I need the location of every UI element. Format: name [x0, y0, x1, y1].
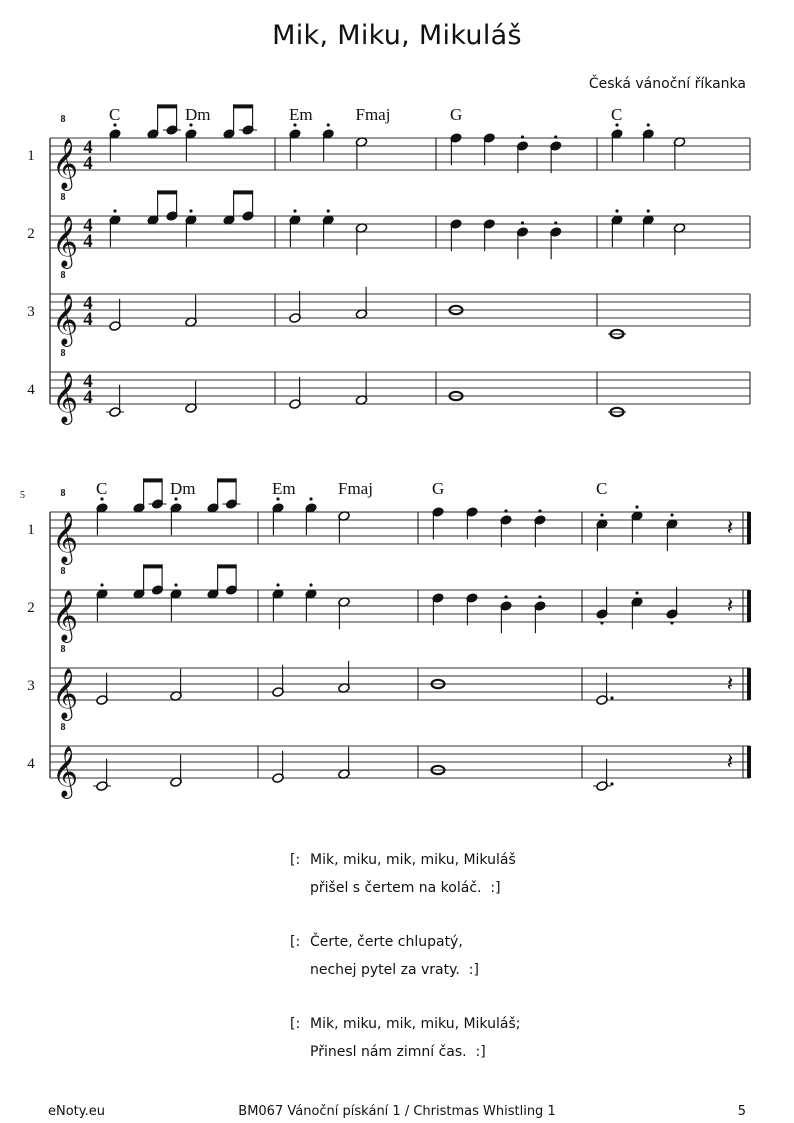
staccato-dot [635, 591, 638, 594]
clef-octave-mark: 8 [60, 348, 66, 359]
clef-octave-mark: 8 [60, 566, 66, 577]
eighth-beam [217, 478, 237, 482]
part-number: 1 [27, 148, 35, 164]
quarter-rest-icon: 𝄽 [726, 750, 734, 775]
eighth-beam [157, 190, 177, 194]
staccato-dot [521, 135, 524, 138]
chord-symbol: Fmaj [338, 479, 373, 498]
treble-clef-icon: 𝄞 [52, 294, 79, 345]
time-signature-bottom: 4 [83, 387, 93, 408]
staccato-dot [538, 595, 541, 598]
augmentation-dot [610, 782, 613, 785]
part-number: 3 [27, 304, 35, 320]
staccato-dot [538, 509, 541, 512]
lyric-line [290, 846, 520, 874]
lyric-text: Mik, miku, mik, miku, Mikuláš [310, 852, 516, 868]
repeat-start-mark: [: [290, 1016, 301, 1032]
page-title: Mik, Miku, Mikuláš [272, 20, 522, 51]
time-signature-bottom: 4 [83, 153, 93, 174]
staccato-dot [100, 583, 103, 586]
eighth-beam [157, 104, 177, 108]
clef-octave-mark: 8 [60, 644, 66, 655]
chord-symbol: Dm [170, 479, 196, 498]
lyrics-block [290, 846, 520, 1092]
eighth-beam [143, 564, 163, 568]
staccato-dot [309, 583, 312, 586]
staccato-dot [293, 209, 296, 212]
staccato-dot [276, 583, 279, 586]
treble-clef-icon: 𝄞 [52, 372, 79, 423]
clef-octave-mark: 8 [60, 192, 66, 203]
eighth-beam [217, 564, 237, 568]
final-barline-thick [747, 512, 751, 544]
time-signature-top: 4 [83, 137, 93, 158]
final-barline-thick [747, 590, 751, 622]
staccato-dot [600, 513, 603, 516]
time-signature-bottom: 4 [83, 231, 93, 252]
treble-clef-icon: 𝄞 [52, 138, 79, 189]
treble-clef-icon: 𝄞 [52, 590, 79, 641]
measure-number: 5 [20, 490, 25, 501]
eighth-beam [233, 104, 253, 108]
final-barline-thick [747, 668, 751, 700]
quarter-rest-icon: 𝄽 [726, 594, 734, 619]
lyric-line [290, 1038, 520, 1066]
staccato-dot [554, 135, 557, 138]
chord-symbol: C [596, 479, 608, 498]
verse [290, 928, 520, 984]
staccato-dot [670, 513, 673, 516]
lyric-text: Čerte, čerte chlupatý, [310, 934, 463, 950]
quarter-rest-icon: 𝄽 [726, 672, 734, 697]
part-number: 1 [27, 522, 35, 538]
part-number: 3 [27, 678, 35, 694]
treble-clef-icon: 𝄞 [52, 668, 79, 719]
staccato-dot [309, 497, 312, 500]
treble-clef-icon: 𝄞 [52, 746, 79, 797]
lyric-line [290, 874, 520, 902]
chord-symbol: C [611, 105, 623, 124]
staccato-dot [189, 209, 192, 212]
verse [290, 846, 520, 902]
part-number: 2 [27, 600, 35, 616]
verse [290, 1010, 520, 1066]
staccato-dot [615, 209, 618, 212]
clef-octave-mark: 8 [60, 114, 66, 125]
chord-symbol: Em [289, 105, 313, 124]
lyric-line [290, 1010, 520, 1038]
staccato-dot [600, 621, 603, 624]
staccato-dot [670, 621, 673, 624]
chord-symbol: Dm [185, 105, 211, 124]
staccato-dot [174, 583, 177, 586]
chord-symbol: G [450, 105, 463, 124]
lyric-text: nechej pytel za vraty. :] [310, 962, 479, 978]
time-signature-top: 4 [83, 371, 93, 392]
footer-book-title: BM067 Vánoční pískání 1 / Christmas Whistling 1 [238, 1104, 556, 1119]
chord-symbol: C [96, 479, 108, 498]
staccato-dot [521, 221, 524, 224]
part-number: 4 [27, 756, 35, 772]
time-signature-bottom: 4 [83, 309, 93, 330]
clef-octave-mark: 8 [60, 722, 66, 733]
page-number: 5 [737, 1104, 746, 1119]
clef-octave-mark: 8 [60, 270, 66, 281]
treble-clef-icon: 𝄞 [52, 216, 79, 267]
staccato-dot [635, 505, 638, 508]
staccato-dot [327, 123, 330, 126]
augmentation-dot [610, 696, 613, 699]
treble-clef-icon: 𝄞 [52, 512, 79, 563]
chord-symbol: G [432, 479, 445, 498]
staccato-dot [647, 123, 650, 126]
chord-symbol: Fmaj [355, 105, 391, 124]
time-signature-top: 4 [83, 215, 93, 236]
final-barline-thick [747, 746, 751, 778]
quarter-rest-icon: 𝄽 [726, 516, 734, 541]
staccato-dot [504, 509, 507, 512]
chord-symbol: C [109, 105, 121, 124]
lyric-line [290, 956, 520, 984]
part-number: 4 [27, 382, 35, 398]
footer-publisher: eNoty.eu [48, 1104, 105, 1119]
clef-octave-mark: 8 [60, 488, 66, 499]
staccato-dot [113, 209, 116, 212]
chord-symbol: Em [272, 479, 296, 498]
staccato-dot [504, 595, 507, 598]
eighth-beam [143, 478, 163, 482]
eighth-beam [233, 190, 253, 194]
time-signature-top: 4 [83, 293, 93, 314]
repeat-start-mark: [: [290, 934, 301, 950]
part-number: 2 [27, 226, 35, 242]
staccato-dot [327, 209, 330, 212]
subtitle: Česká vánoční říkanka [588, 76, 746, 92]
repeat-start-mark: [: [290, 852, 301, 868]
staccato-dot [647, 209, 650, 212]
lyric-text: Přinesl nám zimní čas. :] [310, 1044, 486, 1060]
lyric-text: přišel s čertem na koláč. :] [310, 880, 501, 896]
lyric-line [290, 928, 520, 956]
staccato-dot [554, 221, 557, 224]
lyric-text: Mik, miku, mik, miku, Mikuláš; [310, 1016, 521, 1032]
